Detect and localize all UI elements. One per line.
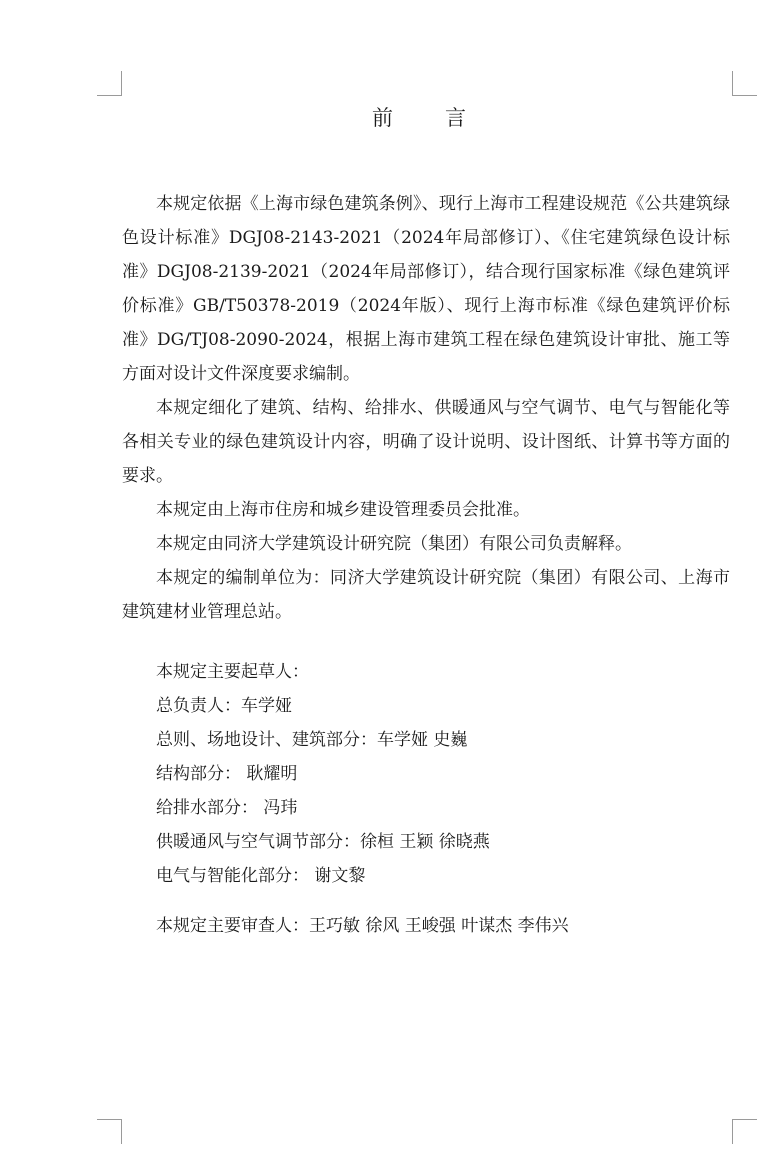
paragraph-approval: 本规定由上海市住房和城乡建设管理委员会批准。 <box>156 500 530 520</box>
paragraph-scope: 本规定细化了建筑、结构、给排水、供暖通风与空气调节、电气与智能化等各相关专业的绿色建筑设计内容，明确了设计说明、设计图纸、计算书等方面的要求。 <box>122 398 730 486</box>
drafter-line: 供暖通风与空气调节部分：徐桓 王颖 徐晓燕 <box>156 832 490 852</box>
paragraph-basis: 本规定依据《上海市绿色建筑条例》、现行上海市工程建设规范《公共建筑绿色设计标准》DGJ08-2143-2021（2024年局部修订）、《住宅建筑绿色设计标准》DGJ08-2139-2021（2024年局部修订），结合现行国家标准《绿色建筑评价标准》GB/T50378-2019（2024年版）、现行上海市标准《绿色建筑评价标准》DG/TJ08-2090-2024，根据上海市建筑工程在绿色建筑设计审批、施工等方面对设计文件深度要求编制。 <box>122 194 730 384</box>
paragraph-interpretation: 本规定由同济大学建筑设计研究院（集团）有限公司负责解释。 <box>156 534 632 554</box>
reviewers-line: 本规定主要审查人：王巧敏 徐风 王峻强 叶谋杰 李伟兴 <box>156 916 569 936</box>
crop-mark-bottom-left <box>97 1119 122 1144</box>
crop-mark-top-left <box>97 71 122 96</box>
paragraph-editors: 本规定的编制单位为：同济大学建筑设计研究院（集团）有限公司、上海市建筑建材业管理总站。 <box>122 568 730 622</box>
drafters-heading: 本规定主要起草人： <box>156 662 309 682</box>
document-body <box>122 187 730 943</box>
drafter-line: 结构部分： 耿耀明 <box>156 764 298 784</box>
crop-mark-top-right <box>732 71 757 96</box>
drafter-line: 给排水部分： 冯玮 <box>156 798 298 818</box>
drafter-line: 电气与智能化部分： 谢文黎 <box>156 866 366 886</box>
section-spacer <box>122 893 730 909</box>
page-title: 前言 <box>372 106 518 130</box>
crop-mark-bottom-right <box>732 1119 757 1144</box>
drafter-line: 总负责人：车学娅 <box>156 696 292 716</box>
drafter-line: 总则、场地设计、建筑部分：车学娅 史巍 <box>156 730 468 750</box>
section-spacer <box>122 629 730 655</box>
